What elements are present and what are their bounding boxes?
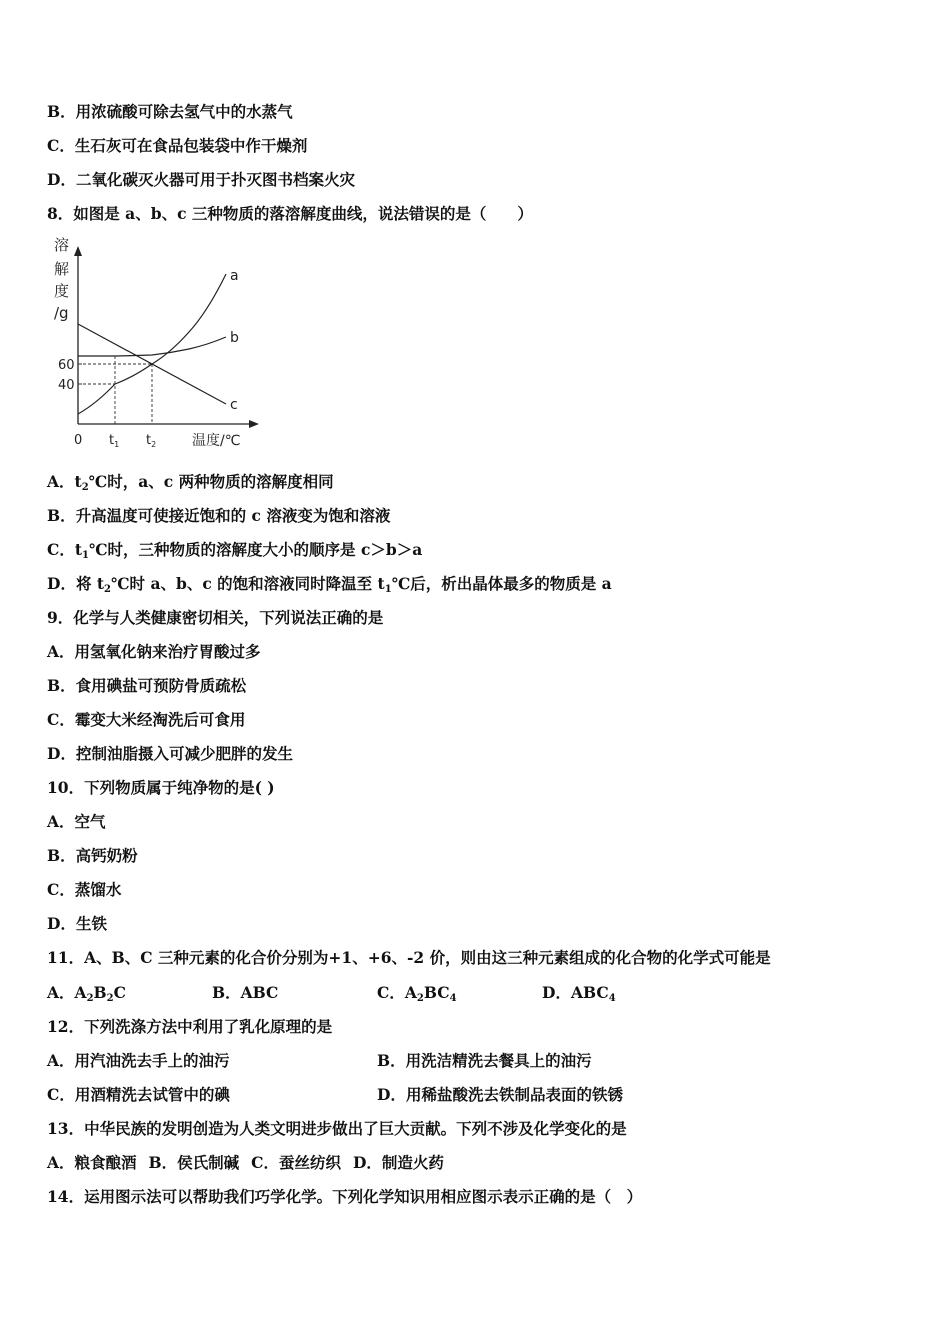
q12-stem: 12．下列洗涤方法中利用了乳化原理的是: [47, 1017, 333, 1036]
q12-option-a: A．用汽油洗去手上的油污: [47, 1051, 230, 1070]
q12-option-b: B．用洗洁精洗去餐具上的油污: [377, 1051, 592, 1070]
q10-option-d: D．生铁: [47, 914, 107, 933]
q7-option-d: D．二氧化碳灭火器可用于扑灭图书档案火灾: [47, 170, 355, 189]
q10-stem: 10．下列物质属于纯净物的是( ): [47, 778, 275, 797]
q13-options: [47, 1153, 444, 1173]
q10-option-c: C．蒸馏水: [47, 880, 122, 899]
q13-option-a: A．粮食酿酒: [47, 1153, 137, 1172]
q11-stem: 11．A、B、C 三种元素的化合价分别为+1、+6、-2 价，则由这三种元素组成的化合物的化学式可能是: [47, 948, 771, 967]
curve-a: [78, 274, 226, 414]
q10-option-a: A．空气: [47, 812, 106, 831]
q12-option-c: C．用酒精洗去试管中的碘: [47, 1085, 230, 1104]
x-tick-label: $t_2$: [146, 433, 157, 449]
q8-option-d: D．将 $t_2℃$时 a、b、c 的饱和溶液同时降温至 $t_1℃$后，析出晶体最多的物质是 a: [47, 574, 612, 595]
q13-option-c: C．蚕丝纺织: [251, 1153, 341, 1172]
q13-option-d: D．制造火药: [352, 1153, 444, 1172]
q11-option-a: A．$A_2B_2C$: [47, 983, 126, 1004]
curve-label-a: a: [230, 268, 239, 284]
q12-option-d: D．用稀盐酸洗去铁制品表面的铁锈: [377, 1085, 623, 1104]
y-tick-label: 60: [58, 358, 75, 373]
y-axis-label-char: 溶: [54, 236, 70, 254]
chart-curves: [78, 274, 226, 414]
q9-option-c: C．霉变大米经淘洗后可食用: [47, 710, 246, 729]
x-axis-arrow: [249, 420, 259, 428]
q10-option-b: B．高钙奶粉: [47, 846, 138, 865]
y-tick-label: 40: [58, 378, 75, 393]
q9-option-b: B．食用碘盐可预防骨质疏松: [47, 676, 247, 695]
y-axis-label-char: /g: [54, 304, 69, 322]
curve-label-b: b: [230, 330, 239, 346]
q8-option-b: B．升高温度可使接近饱和的 c 溶液变为饱和溶液: [47, 506, 391, 525]
curve-label-c: c: [230, 397, 238, 413]
q11-option-c: C．$A_2BC_4$: [377, 983, 457, 1004]
q11-option-d: D．$ABC_4$: [542, 983, 616, 1004]
q9-option-a: A．用氢氧化钠来治疗胃酸过多: [47, 642, 261, 661]
q13-option-b: B．侯氏制碱: [148, 1153, 240, 1172]
q8-option-c: C．$t_1℃$时，三种物质的溶解度大小的顺序是 c＞b＞a: [47, 540, 423, 561]
q14-stem: 14．运用图示法可以帮助我们巧学化学。下列化学知识用相应图示表示正确的是（ ）: [47, 1187, 643, 1206]
curve-b: [78, 337, 226, 356]
origin-label: 0: [74, 433, 83, 448]
q7-option-c: C．生石灰可在食品包装袋中作干燥剂: [47, 136, 308, 155]
y-axis-label-char: 度: [54, 282, 70, 300]
y-axis-label-char: 解: [54, 260, 70, 278]
x-tick-label: $t_1$: [109, 433, 120, 449]
q7-option-b: B．用浓硫酸可除去氢气中的水蒸气: [47, 102, 293, 121]
chart-guides: [78, 356, 152, 424]
q13-stem: 13．中华民族的发明创造为人类文明进步做出了巨大贡献。下列不涉及化学变化的是: [47, 1119, 627, 1138]
q8-stem: 8．如图是 a、b、c 三种物质的落溶解度曲线，说法错误的是（ ）: [47, 204, 533, 223]
y-axis-arrow: [74, 246, 82, 256]
q9-stem: 9．化学与人类健康密切相关，下列说法正确的是: [47, 608, 384, 627]
x-axis-label: 温度/℃: [192, 433, 241, 449]
q11-option-b: B．ABC: [212, 983, 279, 1002]
q8-option-a: A．$t_2℃$时，a、c 两种物质的溶解度相同: [47, 472, 334, 493]
q9-option-d: D．控制油脂摄入可减少肥胖的发生: [47, 744, 293, 763]
solubility-chart: [45, 234, 270, 459]
